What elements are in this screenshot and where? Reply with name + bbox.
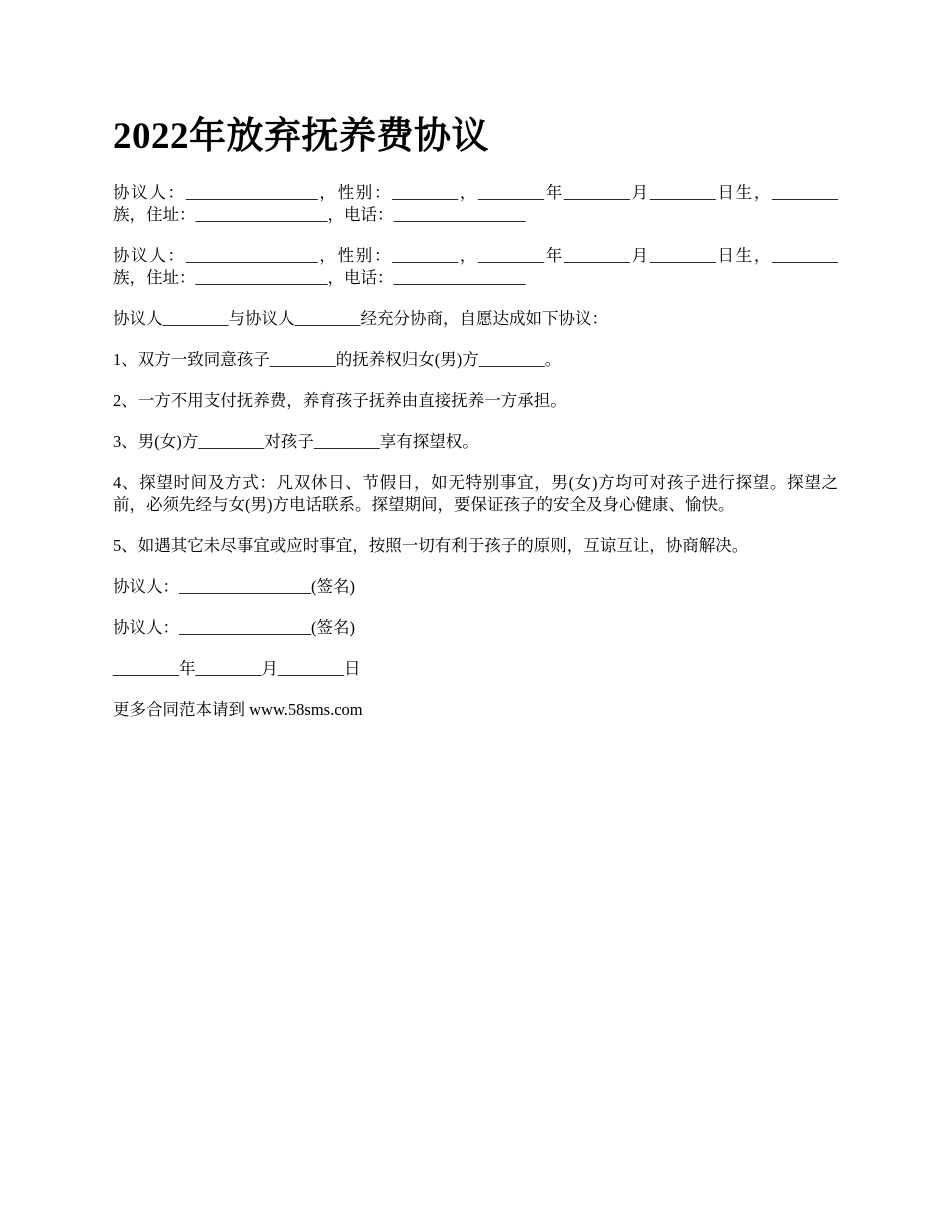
signature-line-1: 协议人：________________(签名) (113, 577, 355, 596)
party-two-info: 协议人：________________，性别：________，________年________月________日生，________族，住址：________________，电话：________________ (113, 246, 838, 287)
clause-5: 5、如遇其它未尽事宜或应时事宜，按照一切有利于孩子的原则，互谅互让，协商解决。 (113, 536, 749, 555)
clause-2: 2、一方不用支付抚养费，养育孩子抚养由直接抚养一方承担。 (113, 391, 567, 410)
clause-1: 1、双方一致同意孩子________的抚养权归女(男)方________。 (113, 350, 562, 369)
date-line: ________年________月________日 (113, 659, 361, 678)
party-one-info: 协议人：________________，性别：________，________年________月________日生，________族，住址：________________，电话：________________ (113, 183, 838, 224)
clause-4: 4、探望时间及方式：凡双休日、节假日，如无特别事宜，男(女)方均可对孩子进行探望。探望之前，必须先经与女(男)方电话联系。探望期间，要保证孩子的安全及身心健康、愉快。 (113, 473, 838, 514)
signature-line-2: 协议人：________________(签名) (113, 618, 355, 637)
document-page (113, 112, 838, 740)
clause-3: 3、男(女)方________对孩子________享有探望权。 (113, 432, 479, 451)
footer-note: 更多合同范本请到 www.58sms.com (113, 700, 363, 719)
agreement-preamble: 协议人________与协议人________经充分协商，自愿达成如下协议： (113, 309, 608, 328)
document-title: 2022年放弃抚养费协议 (113, 116, 489, 157)
